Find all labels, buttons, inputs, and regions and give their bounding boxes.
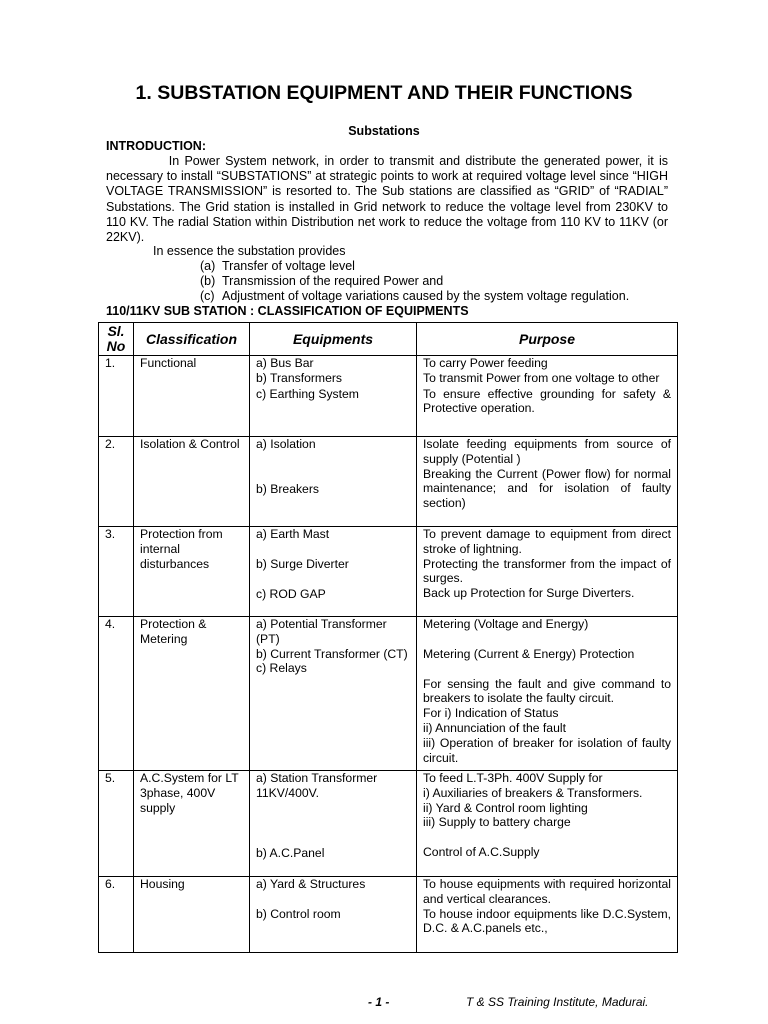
- table-row: [99, 527, 678, 617]
- cell-classification: A.C.System for LT 3phase, 400V supply: [134, 771, 250, 877]
- cell-purpose: Metering (Voltage and Energy) Metering (Current & Energy) Protection For sensing the fault and give command to breakers to isolate the faulty circuit. For i) Indication of Status ii) Annunciation of the fault iii) Operation of breaker for isolation of faulty circuit.: [417, 617, 678, 771]
- cell-equipments: a) Yard & Structures b) Control room: [250, 877, 417, 953]
- footer-institute: T & SS Training Institute, Madurai.: [466, 995, 649, 1009]
- cell-equipments: a) Earth Mast b) Surge Diverter c) ROD GAP: [250, 527, 417, 617]
- essence-item: [200, 259, 355, 273]
- cell-no: 5.: [99, 771, 134, 877]
- list-marker: (c): [200, 289, 215, 303]
- page-title: 1. SUBSTATION EQUIPMENT AND THEIR FUNCTIONS: [135, 82, 633, 104]
- list-marker: (b): [200, 274, 216, 288]
- cell-classification: Protection from internal disturbances: [134, 527, 250, 617]
- intro-heading: INTRODUCTION:: [106, 139, 206, 153]
- cell-no: 2.: [99, 437, 134, 527]
- table-header-row: [99, 323, 678, 356]
- cell-classification: Functional: [134, 356, 250, 437]
- essence-line: In essence the substation provides: [153, 244, 346, 258]
- table-heading: 110/11KV SUB STATION : CLASSIFICATION OF EQUIPMENTS: [106, 304, 469, 318]
- intro-paragraph: In Power System network, in order to transmit and distribute the generated power, it is necessary to install “SUBSTATIONS” at strategic points to work at required voltage level since “HIGH VOLTAGE TRANSMISSION” is resorted to. The Sub stations are classified as “GRID” of “RADIAL” Substations. The Grid station is installed in Grid network to reduce the voltage level from 230KV to 110 KV. The radial Station within Distribution net work to reduce the voltage from 110 KV to 11KV (or 22KV).: [106, 154, 668, 245]
- cell-equipments: a) Isolation b) Breakers: [250, 437, 417, 527]
- cell-purpose: To feed L.T-3Ph. 400V Supply for i) Auxiliaries of breakers & Transformers. ii) Yard & Control room lighting iii) Supply to battery charge Control of A.C.Supply: [417, 771, 678, 877]
- table-row: [99, 877, 678, 953]
- list-marker: (a): [200, 259, 216, 273]
- cell-purpose: Isolate feeding equipments from source of supply (Potential ) Breaking the Current (Power flow) for normal maintenance; and for isolation of faulty section): [417, 437, 678, 527]
- list-text: Transmission of the required Power and: [222, 274, 444, 288]
- header-purpose: Purpose: [417, 323, 678, 356]
- table-row: [99, 771, 678, 877]
- essence-item: [200, 289, 629, 303]
- section-subtitle: Substations: [348, 124, 420, 138]
- cell-classification: Housing: [134, 877, 250, 953]
- list-text: Transfer of voltage level: [222, 259, 355, 273]
- equipment-table: [98, 322, 678, 953]
- cell-equipments: a) Potential Transformer (PT) b) Current Transformer (CT) c) Relays: [250, 617, 417, 771]
- header-classification: Classification: [134, 323, 250, 356]
- cell-classification: Isolation & Control: [134, 437, 250, 527]
- cell-purpose: To house equipments with required horizontal and vertical clearances. To house indoor equipments like D.C.System, D.C. & A.C.panels etc.,: [417, 877, 678, 953]
- cell-no: 3.: [99, 527, 134, 617]
- essence-item: [200, 274, 443, 288]
- cell-purpose: To prevent damage to equipment from direct stroke of lightning. Protecting the transformer from the impact of surges. Back up Protection for Surge Diverters.: [417, 527, 678, 617]
- table-row: [99, 356, 678, 437]
- cell-no: 6.: [99, 877, 134, 953]
- cell-no: 4.: [99, 617, 134, 771]
- cell-no: 1.: [99, 356, 134, 437]
- header-equipments: Equipments: [250, 323, 417, 356]
- table-row: [99, 617, 678, 771]
- cell-equipments: a) Station Transformer 11KV/400V. b) A.C.Panel: [250, 771, 417, 877]
- header-slno: Sl. No: [99, 323, 134, 356]
- list-text: Adjustment of voltage variations caused by the system voltage regulation.: [222, 289, 630, 303]
- cell-purpose: To carry Power feeding To transmit Power from one voltage to other To ensure effective grounding for safety & Protective operation.: [417, 356, 678, 437]
- cell-classification: Protection & Metering: [134, 617, 250, 771]
- cell-equipments: a) Bus Bar b) Transformers c) Earthing System: [250, 356, 417, 437]
- table-row: [99, 437, 678, 527]
- page-number: - 1 -: [368, 995, 390, 1009]
